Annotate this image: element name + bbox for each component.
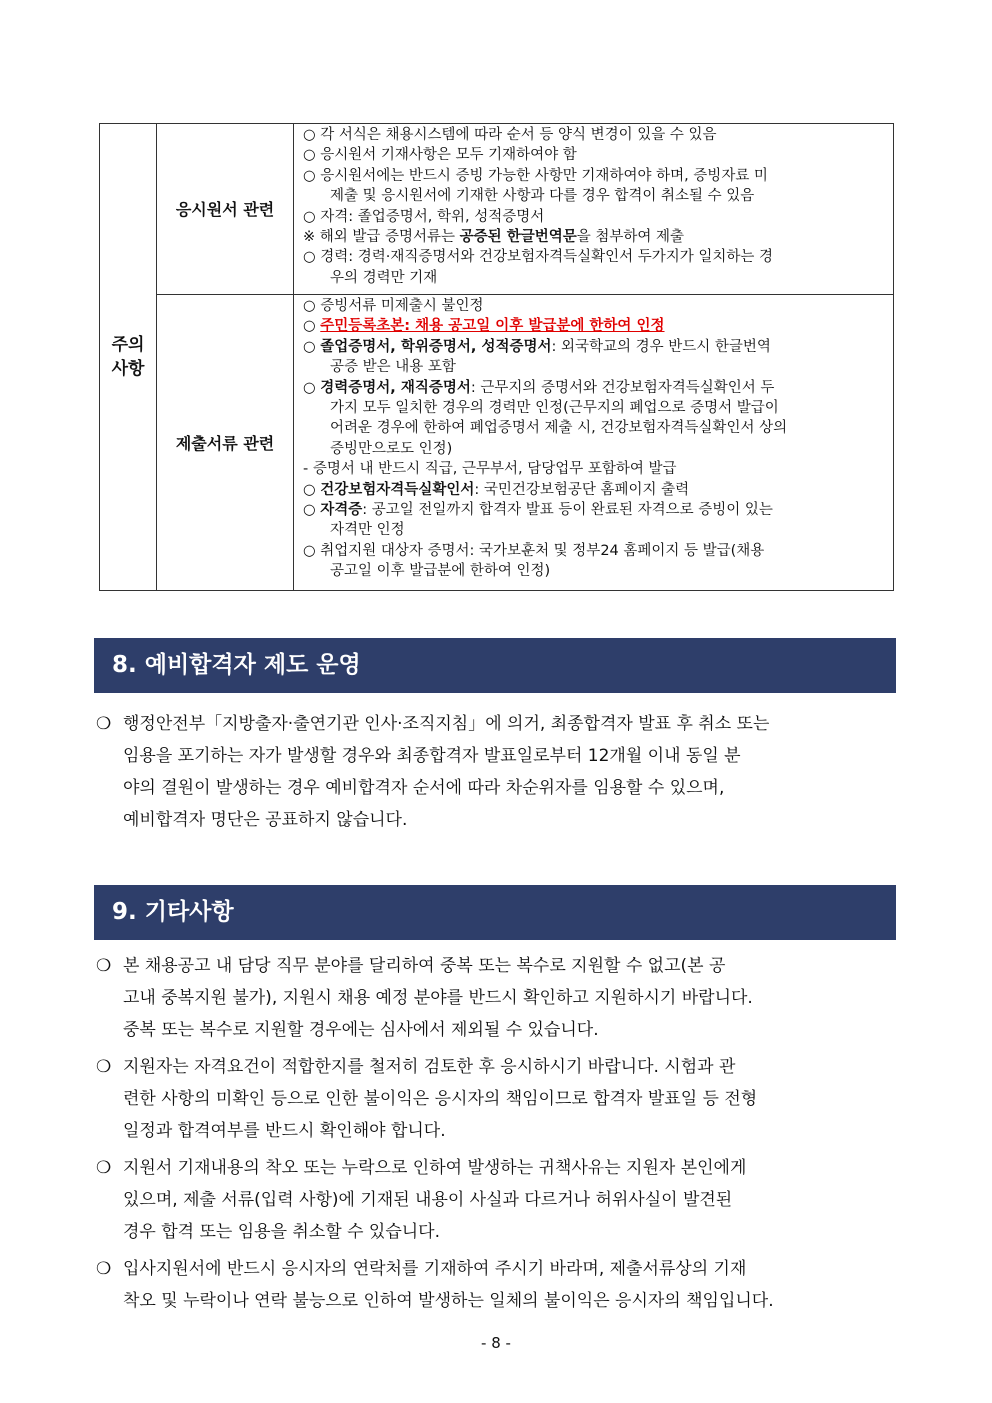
line-text: : 외국학교의 경우 반드시 한글번역 [551,338,771,355]
highlight-text: 주민등록초본: 채용 공고일 이후 발급분에 한하여 인정 [320,318,665,335]
paragraph-text: 행정안전부「지방출자·출연기관 인사·조직지침」에 의거, 최종합격자 발표 후 취소 또는 [123,714,770,734]
line-text: ※ 해외 발급 증명서류는 [303,229,460,246]
line-text: ○ [303,318,321,335]
bold-text: 경력증명서, 재직증명서 [320,379,471,396]
paragraph-line [96,1115,896,1147]
paragraph-text: 지원서 기재내용의 착오 또는 누락으로 인하여 발생하는 귀책사유는 지원자 본인에게 [123,1158,747,1178]
line-text: ○ 각 서식은 채용시스템에 따라 순서 등 양식 변경이 있을 수 있음 [303,127,717,143]
bullet-item [96,950,896,1046]
notice-line [303,439,885,459]
notice-line [303,480,885,500]
paragraph-line [96,804,896,836]
line-text: ○ 취업지원 대상자 증명서: 국가보훈처 및 정부24 홈페이지 등 발급(채용 [303,542,765,559]
bold-text: 자격증 [320,501,363,518]
notice-line [303,418,885,438]
notice-line [303,296,885,316]
paragraph-line [96,1083,896,1115]
bullet-icon: ❍ [96,956,112,976]
line-text: 공고일 이후 발급분에 한하여 인정) [330,563,551,580]
paragraph-line [96,982,896,1014]
line-text: ○ 경력: 경력·재직증명서와 건강보험자격득실확인서 두가지가 일치하는 경 [303,249,774,266]
notice-line [303,337,885,357]
paragraph-text: 있으며, 제출 서류(입력 사항)에 기재된 내용이 사실과 다르거나 허위사실이 발견된 [123,1190,733,1210]
notice-line [303,398,885,418]
notice-line [303,227,885,247]
line-text: 가지 모두 일치한 경우의 경력만 인정(근무지의 폐업으로 증명서 발급이 [330,399,779,416]
line-text: 증빙만으로도 인정) [330,440,453,457]
notice-main-label-line1: 주의 [111,335,145,355]
line-text: ○ [303,501,321,518]
line-text: 공증 받은 내용 포함 [330,359,456,376]
paragraph-text: 중복 또는 복수로 지원할 경우에는 심사에서 제외될 수 있습니다. [123,1020,599,1040]
notice-line [303,145,885,165]
bullet-icon: ❍ [96,714,112,734]
notice-line [303,247,885,267]
bullet-item [96,1152,896,1248]
notice-line [303,500,885,520]
bold-text: 졸업증명서, 학위증명서, 성적증명서 [320,338,552,355]
paragraph-line [96,1253,896,1285]
paragraph-text: 지원자는 자격요건이 적합한지를 철저히 검토한 후 응시하시기 바랍니다. 시험과 관 [123,1057,736,1077]
paragraph-line [96,1051,896,1083]
line-text: ○ 응시원서 기재사항은 모두 기재하여야 함 [303,147,577,164]
paragraph-line [96,1184,896,1216]
section-8-body [96,708,896,836]
paragraph-text: 야의 결원이 발생하는 경우 예비합격자 순서에 따라 차순위자를 임용할 수 있으며, [123,778,725,798]
line-text: : 근무지의 증명서와 건강보험자격득실확인서 두 [470,379,775,396]
notice-table [99,123,894,591]
notice-line [303,166,885,186]
bold-text: 건강보험자격득실확인서 [320,481,475,498]
application-form-label: 응시원서 관련 [157,124,294,295]
line-text: : 공고일 전일까지 합격자 발표 등이 완료된 자격으로 증빙이 있는 [362,501,773,518]
paragraph-line [96,1285,896,1317]
notice-line [303,268,885,288]
paragraph-line [96,1014,896,1046]
line-text: ○ 자격: 졸업증명서, 학위, 성적증명서 [303,208,545,225]
line-text: ○ [303,379,321,396]
submitted-docs-label: 제출서류 관련 [157,294,294,590]
page-number: - 8 - [481,1334,511,1352]
line-text: 어려운 경우에 한하여 폐업증명서 제출 시, 건강보험자격득실확인서 상의 [330,420,788,437]
bullet-item [96,708,896,836]
line-text: ○ 증빙서류 미제출시 불인정 [303,297,484,314]
notice-line [303,561,885,581]
paragraph-line [96,772,896,804]
line-text: 제출 및 응시원서에 기재한 사항과 다를 경우 합격이 취소될 수 있음 [330,188,755,205]
notice-line [303,357,885,377]
notice-line [303,520,885,540]
paragraph-text: 고내 중복지원 불가), 지원시 채용 예정 분야를 반드시 확인하고 지원하시기 바랍니다. [123,988,753,1008]
paragraph-text: 예비합격자 명단은 공표하지 않습니다. [123,810,408,830]
line-text: ○ 응시원서에는 반드시 증빙 가능한 사항만 기재하여야 하며, 증빙자료 미 [303,167,768,184]
line-text: 자격만 인정 [330,522,405,539]
paragraph-text: 임용을 포기하는 자가 발생할 경우와 최종합격자 발표일로부터 12개월 이내 동일 분 [123,746,741,766]
notice-line [303,207,885,227]
line-text: 우의 경력만 기재 [330,269,438,286]
section-8-header: 8. 예비합격자 제도 운영 [94,638,896,693]
line-text: ○ [303,338,321,355]
paragraph-text: 경우 합격 또는 임용을 취소할 수 있습니다. [123,1222,441,1242]
paragraph-line [96,708,896,740]
paragraph-line [96,1216,896,1248]
notice-line [303,541,885,561]
line-text: : 국민건강보험공단 홈페이지 출력 [474,481,690,498]
notice-main-label-line2: 사항 [111,359,145,379]
line-text: ○ [303,481,321,498]
line-text: - 증명서 내 반드시 직급, 근무부서, 담당업무 포함하여 발급 [303,461,677,478]
paragraph-text: 착오 및 누락이나 연락 불능으로 인하여 발생하는 일체의 불이익은 응시자의 책임입니다. [123,1291,774,1311]
bullet-item [96,1051,896,1147]
section-9-header: 9. 기타사항 [94,885,896,940]
bullet-item [96,1253,896,1317]
notice-main-label [100,124,157,591]
paragraph-text: 련한 사항의 미확인 등으로 인한 불이익은 응시자의 책임이므로 합격자 발표일 등 전형 [123,1089,758,1109]
submitted-docs-content [294,294,894,590]
notice-line [303,378,885,398]
application-form-content [294,124,894,295]
line-text: 을 첨부하여 제출 [576,229,685,246]
notice-line [303,316,885,336]
bullet-icon: ❍ [96,1057,112,1077]
paragraph-text: 일정과 합격여부를 반드시 확인해야 합니다. [123,1121,446,1141]
section-9-body [96,950,896,1322]
paragraph-line [96,740,896,772]
bullet-icon: ❍ [96,1259,112,1279]
notice-line [303,186,885,206]
bullet-icon: ❍ [96,1158,112,1178]
notice-line [303,125,885,145]
notice-line [303,459,885,479]
paragraph-line [96,950,896,982]
paragraph-line [96,1152,896,1184]
paragraph-text: 본 채용공고 내 담당 직무 분야를 달리하여 중복 또는 복수로 지원할 수 없고(본 공 [123,956,726,976]
bold-text: 공증된 한글번역문 [459,229,577,246]
paragraph-text: 입사지원서에 반드시 응시자의 연락처를 기재하여 주시기 바라며, 제출서류상의 기재 [123,1259,747,1279]
